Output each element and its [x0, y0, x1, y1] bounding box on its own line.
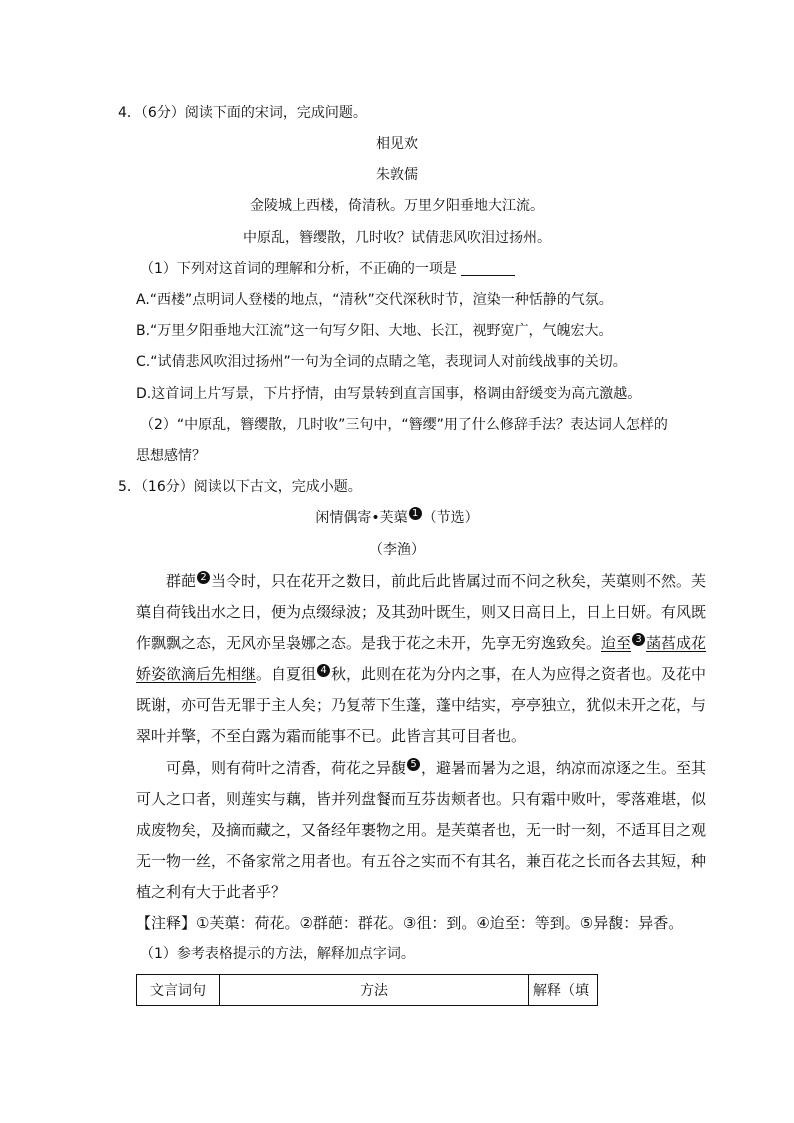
- footnote-marker-5: 5: [407, 758, 420, 771]
- table-header-cell: 文言词句: [137, 975, 220, 1006]
- passage-author: （李渔）: [369, 542, 425, 558]
- p1-text: 群葩: [166, 572, 197, 590]
- poem-author: 朱敦儒: [376, 167, 418, 183]
- answer-table: [136, 974, 598, 1006]
- p1-text: 。自夏徂: [256, 665, 317, 683]
- table-header-cell: 方法: [220, 975, 529, 1006]
- p1-line-5: 既谢，亦可告无罪于主人矣；乃复蒂下生蓬，蓬中结实，亭亭独立，犹似未开之花，与: [136, 696, 707, 714]
- p1-text: 菡萏成花: [646, 634, 707, 652]
- p1-line-4: [136, 663, 706, 685]
- poem-line-2: 中原乱，簪缨散，几时收？试倩悲风吹泪过扬州。: [243, 230, 551, 246]
- footnote-marker-3: 3: [632, 633, 645, 646]
- p1-text: 作飘飘之态，无风亦呈袅娜之态。是我于花之未开，先享无穷逸致矣。: [136, 634, 602, 652]
- q4-header: 4．（6分）阅读下面的宋词，完成问题。: [118, 105, 367, 121]
- p2-text: ，避暑而暑为之退，纳凉而凉逐之生。至其: [421, 759, 707, 777]
- passage-title: [0, 508, 794, 528]
- q4-sub2-line-1: （2）“中原乱，簪缨散，几时收”三句中，“簪缨”用了什么修辞手法？表达词人怎样的: [140, 417, 668, 433]
- option-c: C.“试倩悲风吹泪过扬州”一句为全词的点睛之笔，表现词人对前线战事的关切。: [136, 354, 627, 370]
- p2-line-3: 成废物矣，及摘而藏之，又备经年裹物之用。是芙蕖者也，无一时一刻，不适耳目之观: [136, 821, 707, 839]
- table-header-cell: 解释（填: [529, 975, 598, 1006]
- answer-blank: [461, 261, 515, 276]
- p1-text: 当令时，只在花开之数日，前此后此皆属过而不问之秋矣，芙蕖则不然。芙: [211, 572, 707, 590]
- passage-title-main: 闲情偶寄•芙蕖: [315, 510, 408, 526]
- q5-sub1: （1）参考表格提示的方法，解释加点字词。: [140, 946, 415, 962]
- footnote-marker-1: 1: [409, 507, 422, 520]
- p2-line-1: [166, 757, 706, 779]
- p1-line-6: 翠叶并擎，不至白露为霜而能事不已。此皆言其可目者也。: [136, 727, 527, 745]
- q4-sub1: [140, 259, 515, 279]
- p2-line-2: 可人之口者，则莲实与藕，皆并列盘餐而互芬齿颊者也。只有霜中败叶，零落难堪，似: [136, 790, 707, 808]
- underlined-sentence: [601, 634, 706, 652]
- q5-header: 5．（16分）阅读以下古文，完成小题。: [118, 479, 362, 495]
- footnotes: 【注释】①芙蕖：荷花。②群葩：群花。③徂：到。④迨至：等到。⑤异馥：异香。: [136, 914, 684, 932]
- footnote-marker-4: 4: [317, 664, 330, 677]
- p1-line-2: 蕖自荷钱出水之日，便为点缀绿波；及其劲叶既生，则又日高日上，日上日妍。有风既: [136, 603, 707, 621]
- underlined-sentence: 娇姿欲滴后先相继: [136, 665, 257, 683]
- passage-title-suffix: （节选）: [422, 510, 479, 526]
- p2-line-5: 植之利有大于此者乎？: [136, 883, 287, 901]
- p1-line-3: [136, 632, 706, 654]
- footnote-marker-2: 2: [197, 571, 210, 584]
- q4-sub1-text: （1）下列对这首词的理解和分析，不正确的一项是: [140, 261, 457, 277]
- option-b: B.“万里夕阳垂地大江流”这一句写夕阳、大地、长江，视野宽广，气魄宏大。: [136, 323, 613, 339]
- option-d: D.这首词上片写景，下片抒情，由写景转到直言国事，格调由舒缓变为高亢激越。: [136, 386, 642, 402]
- poem-title: 相见欢: [376, 136, 418, 152]
- p2-text: 可鼻，则有荷叶之清香，荷花之异馥: [166, 759, 407, 777]
- p1-text: 迨至: [601, 634, 632, 652]
- poem-line-1: 金陵城上西楼，倚清秋。万里夕阳垂地大江流。: [250, 198, 544, 214]
- p1-line-1: [166, 570, 706, 592]
- option-a: A.“西楼”点明词人登楼的地点，“清秋”交代深秋时节，渲染一种恬静的气氛。: [136, 292, 613, 308]
- p2-line-4: 无一物一丝，不备家常之用者也。有五谷之实而不有其名，兼百花之长而各去其短，种: [136, 852, 707, 870]
- p1-text: 秋，此则在花为分内之事，在人为应得之资者也。及花中: [331, 665, 707, 683]
- q4-sub2-line-2: 思想感情？: [136, 448, 206, 464]
- table-header-row: [137, 975, 598, 1006]
